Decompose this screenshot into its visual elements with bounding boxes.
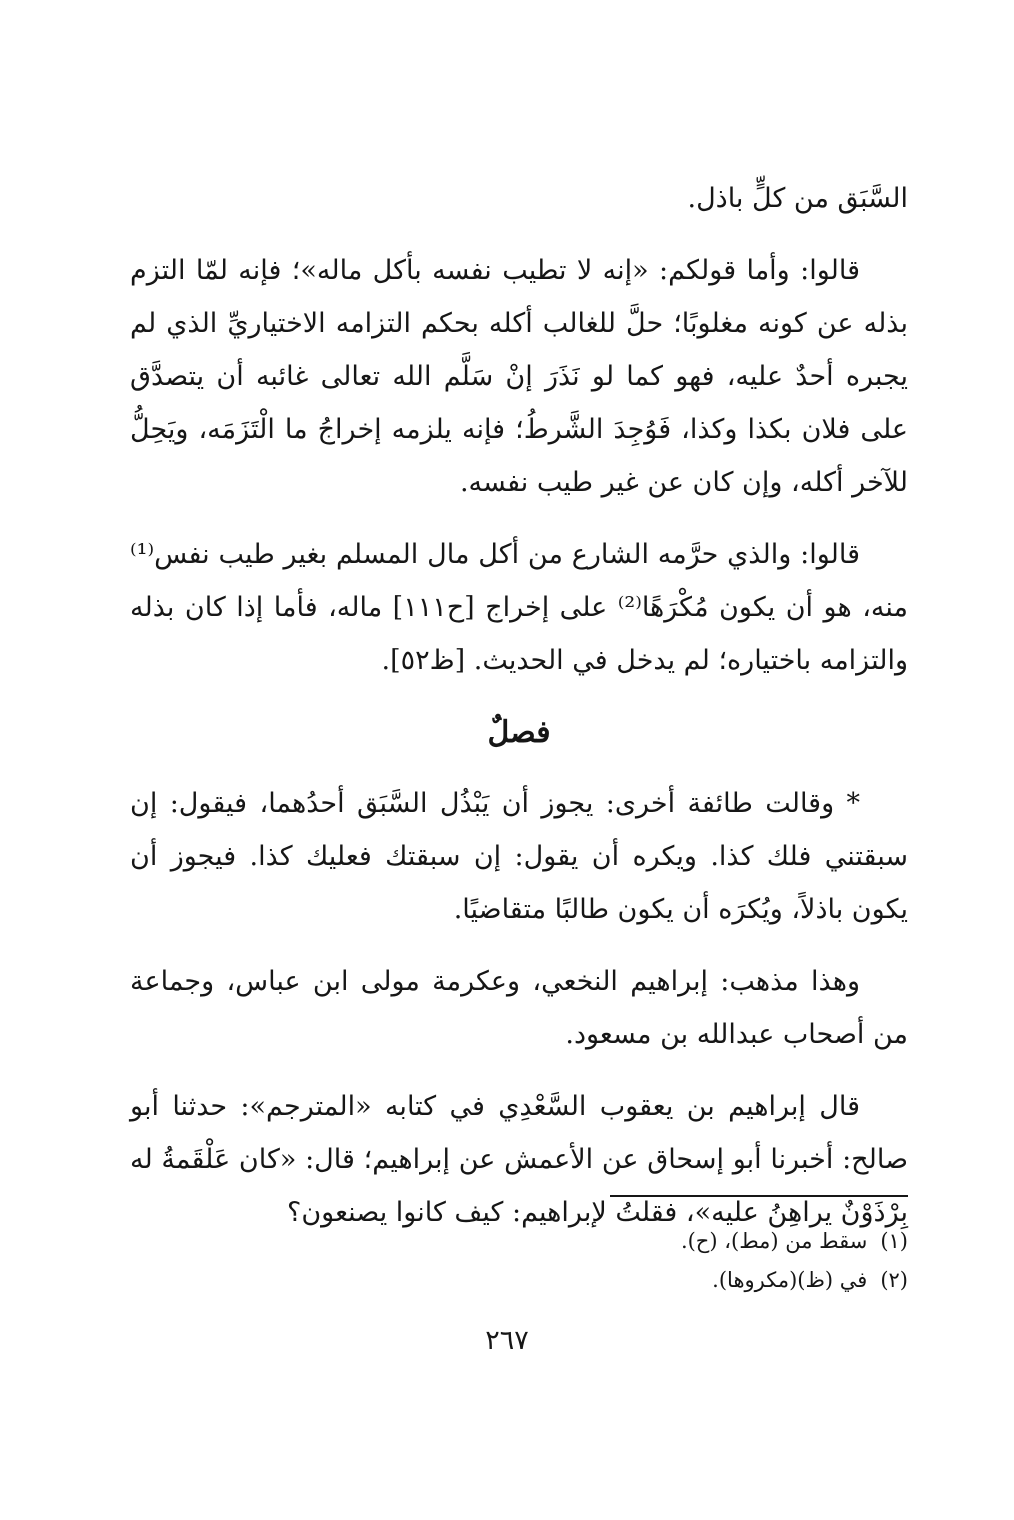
paragraph-taifa-ukhra: * وقالت طائفة أخرى: يجوز أن يَبْذُل السَّبَق أحدُهما، فيقول: إن سبقتني فلك كذا. ويكره أن يقول: إن سبقتك فعليك كذا. فيجوز أن يكون باذلاً، ويُكرَه أن يكون طالبًا متقاضيًا. xyxy=(130,788,908,925)
footnotes xyxy=(400,1222,908,1300)
footnote-divider xyxy=(610,1195,908,1197)
section-heading: فصلٌ xyxy=(487,715,551,750)
paragraph-madhhab: وهذا مذهب: إبراهيم النخعي، وعكرمة مولى ابن عباس، وجماعة من أصحاب عبدالله بن مسعود. xyxy=(130,966,908,1050)
main-text xyxy=(130,172,908,1258)
paragraph-qalu-wa-alladhi: قالوا: والذي حرَّمه الشارع من أكل مال المسلم بغير طيب نفس⁽¹⁾ منه، هو أن يكون مُكْرَهًا⁽²⁾ على إخراج [ح١١١] ماله، فأما إذا كان بذله والتزامه باختياره؛ لم يدخل في الحديث. [ظ٥٢]. xyxy=(130,539,909,676)
page-number: ٢٦٧ xyxy=(485,1325,529,1356)
footnote-text: في (ظ)(مكروها). xyxy=(712,1268,868,1292)
footnote-item xyxy=(400,1261,908,1300)
footnote-item xyxy=(400,1222,908,1261)
footnote-text: سقط من (مط)، (ح). xyxy=(680,1229,868,1253)
footnote-number: (١) xyxy=(880,1229,908,1253)
paragraph-ibrahim-saadi: قال إبراهيم بن يعقوب السَّعْدِي في كتابه «المترجم»: حدثنا أبو صالح: أخبرنا أبو إسحاق عن الأعمش عن إبراهيم؛ قال: «كان عَلْقَمةُ له بِرْذَوْنٌ يراهِنُ عليه»، فقلتُ لإبراهيم: كيف كانوا يصنعون؟ xyxy=(130,1091,908,1228)
paragraph-continuation: السَّبَق من كلٍّ باذل. xyxy=(687,183,908,214)
paragraph-qalu-amma: قالوا: وأما قولكم: «إنه لا تطيب نفسه بأكل ماله»؛ فإنه لمّا التزم بذله عن كونه مغلوبًا؛ حلَّ للغالب أكله بحكم التزامه الاختياريِّ الذي لم يجبره أحدٌ عليه، فهو كما لو نَذَرَ إنْ سَلَّم الله تعالى غائبه أن يتصدَّق على فلان بكذا وكذا، فَوُجِدَ الشَّرطُ؛ فإنه يلزمه إخراجُ ما الْتَزَمَه، ويَحِلُّ للآخر أكله، وإن كان عن غير طيب نفسه. xyxy=(130,255,908,498)
footnote-number: (٢) xyxy=(880,1268,908,1292)
